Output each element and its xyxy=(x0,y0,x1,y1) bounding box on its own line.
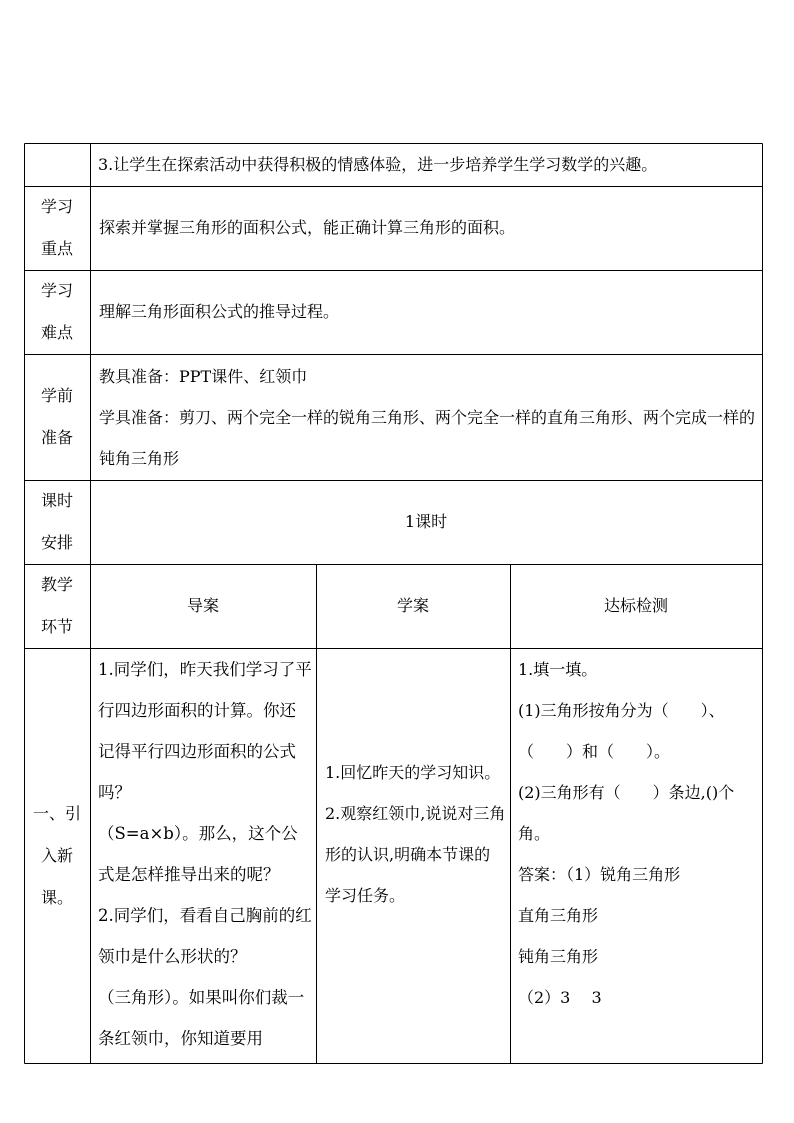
schedule-text: 1课时 xyxy=(404,512,448,531)
check-line-1: 1.填一填。 xyxy=(518,660,598,679)
study-paragraph-2: 2.观察红领巾,说说对三角形的认识,明确本节课的学习任务。 xyxy=(325,804,506,905)
difficulty-label-1: 学习 xyxy=(40,281,73,300)
check-line-7: （2）3 3 xyxy=(518,988,602,1007)
preparation-header xyxy=(24,354,90,480)
guide-paragraph-3: 2.同学们，看看自己胸前的红领巾是什么形状的？ xyxy=(98,906,312,966)
intro-stage-label-2: 入新 xyxy=(40,845,73,865)
check-line-4: 答案：（1）锐角三角形 xyxy=(518,865,681,884)
schedule-label-1: 课时 xyxy=(40,491,73,510)
intro-guide-cell xyxy=(90,649,316,1063)
check-column-label: 达标检测 xyxy=(603,596,668,615)
goal-3-text xyxy=(90,143,762,186)
difficulty-label-2: 难点 xyxy=(40,323,73,342)
goal-3-label: 3.让学生在探索活动中获得积极的情感体验，进一步培养学生学习数学的兴趣。 xyxy=(98,155,658,174)
intro-study-cell xyxy=(316,752,510,952)
intro-stage-label-1: 一、引 xyxy=(32,803,81,823)
intro-check-cell xyxy=(510,649,762,1063)
check-column-header xyxy=(510,564,762,648)
student-prep-text: 学具准备：剪刀、两个完全一样的锐角三角形、两个完全一样的直角三角形、两个完成一样的钝角三角形 xyxy=(99,408,756,468)
teaching-stage-label-2: 环节 xyxy=(40,617,73,636)
guide-column-label: 导案 xyxy=(186,596,219,615)
intro-stage-label-3: 课。 xyxy=(40,887,73,907)
schedule-cell xyxy=(90,480,762,564)
key-point-header xyxy=(24,186,90,270)
check-line-5: 直角三角形 xyxy=(518,906,599,925)
key-point-cell xyxy=(90,186,762,270)
difficulty-cell xyxy=(90,270,762,354)
check-line-6: 钝角三角形 xyxy=(518,947,599,966)
teacher-prep-text: 教具准备：PPT课件、红领巾 xyxy=(99,367,308,386)
teaching-stage-header xyxy=(24,564,90,648)
guide-paragraph-1: 1.同学们，昨天我们学习了平行四边形面积的计算。你还记得平行四边形面积的公式吗？ xyxy=(98,660,312,802)
preparation-cell xyxy=(90,356,762,480)
difficulty-text: 理解三角形面积公式的推导过程。 xyxy=(99,302,340,321)
study-column-label: 学案 xyxy=(396,596,429,615)
difficulty-header xyxy=(24,270,90,354)
preparation-label-2: 准备 xyxy=(40,428,73,447)
study-column-header xyxy=(316,564,510,648)
schedule-header xyxy=(24,480,90,564)
guide-column-header xyxy=(90,564,316,648)
check-line-3: (2)三角形有（ ）条边,()个角。 xyxy=(518,783,735,843)
key-point-label-2: 重点 xyxy=(40,239,73,258)
key-point-text: 探索并掌握三角形的面积公式，能正确计算三角形的面积。 xyxy=(99,218,516,237)
intro-stage-header xyxy=(24,648,90,1063)
study-paragraph-1: 1.回忆昨天的学习知识。 xyxy=(325,763,501,782)
key-point-label-1: 学习 xyxy=(40,197,73,216)
preparation-label-1: 学前 xyxy=(40,386,73,405)
guide-paragraph-4: （三角形）。如果叫你们裁一条红领巾，你知道要用 xyxy=(98,988,305,1048)
teaching-stage-label-1: 教学 xyxy=(40,575,73,594)
schedule-label-2: 安排 xyxy=(40,533,73,552)
guide-paragraph-2: （S=a×b）。那么，这个公式是怎样推导出来的呢？ xyxy=(98,824,298,884)
check-line-2: (1)三角形按角分为（ ）、（ ）和（ ）。 xyxy=(518,701,725,761)
